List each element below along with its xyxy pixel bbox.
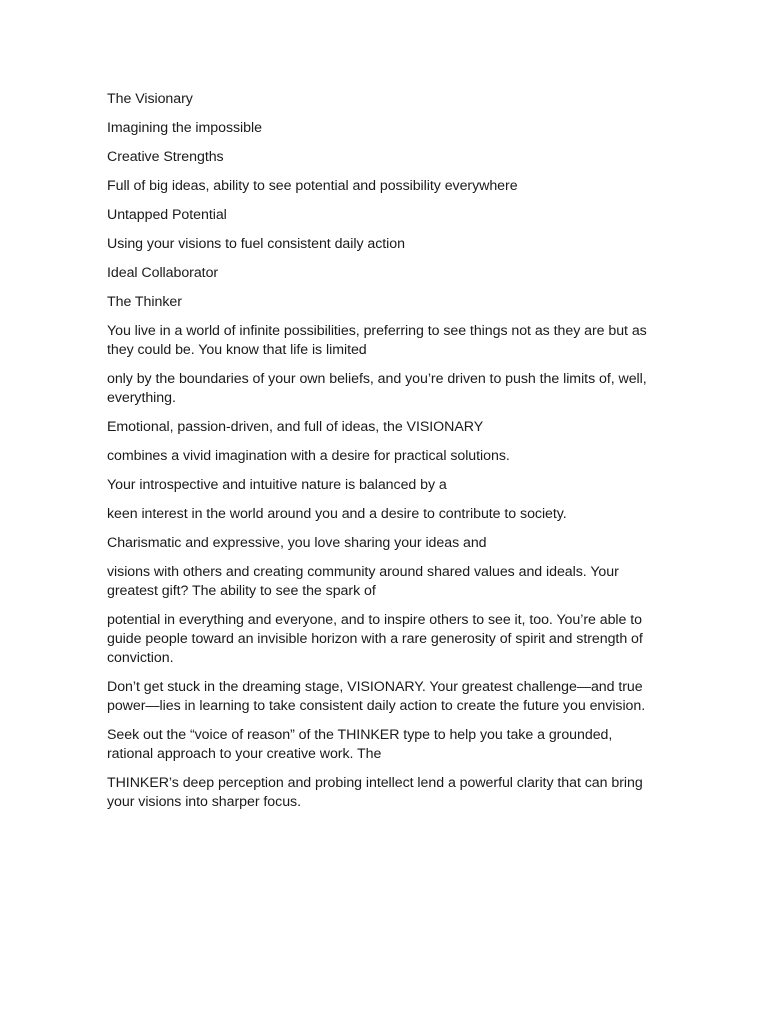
body-paragraph: Emotional, passion-driven, and full of ideas, the VISIONARY [107,419,484,435]
heading-creative-strengths: Creative Strengths [107,149,224,165]
untapped-potential-text: Using your visions to fuel consistent daily action [107,236,405,252]
body-paragraph: You live in a world of infinite possibilities, preferring to see things not as they are but as they could be. You know that life is limited [107,323,647,358]
heading-ideal-collaborator: Ideal Collaborator [107,265,219,281]
ideal-collaborator-text: The Thinker [107,294,182,310]
heading-untapped-potential: Untapped Potential [107,207,227,223]
body-paragraph: potential in everything and everyone, and to inspire others to see it, too. You’re able to guide people toward an invisible horizon with a rare generosity of spirit and strength of conviction. [107,612,643,666]
subtitle: Imagining the impossible [107,120,262,136]
body-paragraph: combines a vivid imagination with a desire for practical solutions. [107,448,510,464]
body-paragraph: only by the boundaries of your own beliefs, and you’re driven to push the limits of, well, everything. [107,371,647,406]
title-visionary: The Visionary [107,91,193,107]
creative-strengths-text: Full of big ideas, ability to see potential and possibility everywhere [107,178,518,194]
body-paragraph: visions with others and creating community around shared values and ideals. Your greatest gift? The ability to see the spark of [107,564,619,599]
body-paragraph: Don’t get stuck in the dreaming stage, VISIONARY. Your greatest challenge—and true power—lies in learning to take consistent daily action to create the future you envision. [107,679,646,714]
body-paragraph: THINKER’s deep perception and probing intellect lend a powerful clarity that can bring your visions into sharper focus. [107,775,643,810]
body-paragraph: keen interest in the world around you and a desire to contribute to society. [107,506,567,522]
body-paragraph: Seek out the “voice of reason” of the THINKER type to help you take a grounded, rational approach to your creative work. The [107,727,613,762]
document-page [107,90,652,822]
body-paragraph: Charismatic and expressive, you love sharing your ideas and [107,535,487,551]
body-paragraph: Your introspective and intuitive nature is balanced by a [107,477,447,493]
